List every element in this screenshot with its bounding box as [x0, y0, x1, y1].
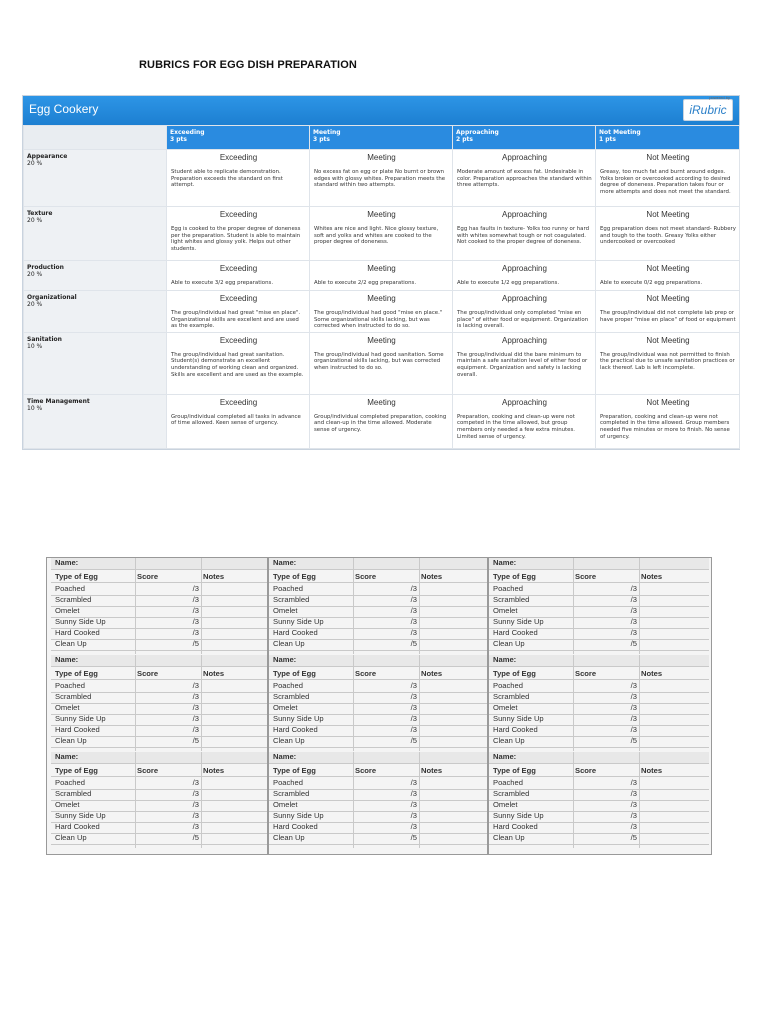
rubric-cell[interactable]: [167, 332, 310, 394]
max-score: /5: [630, 639, 637, 648]
score-row[interactable]: [51, 811, 271, 823]
max-score: /5: [192, 833, 199, 842]
cell-level-label: Meeting: [367, 397, 396, 407]
name-row[interactable]: [51, 558, 271, 570]
max-score: /5: [630, 833, 637, 842]
score-row[interactable]: [489, 822, 709, 834]
score-header-row: Type of Egg Score Notes: [51, 667, 271, 680]
logo-text: iRubric: [689, 103, 727, 117]
egg-type: Omelet: [273, 800, 298, 809]
rubric-cell[interactable]: [310, 332, 453, 394]
egg-type: Omelet: [273, 703, 298, 712]
cell-level-label: Approaching: [502, 397, 547, 407]
score-row[interactable]: [51, 628, 271, 640]
egg-type: Hard Cooked: [273, 628, 318, 637]
egg-type: Omelet: [493, 800, 518, 809]
rubric-cell[interactable]: [453, 150, 596, 207]
rubric-cell[interactable]: [453, 332, 596, 394]
level-header: Approaching 2 pts: [453, 126, 596, 150]
score-header-row: Type of Egg Score Notes: [51, 764, 271, 777]
cell-description: The group/individual did not complete lab prep or have proper "mise en place" of food or equipment: [600, 310, 736, 323]
cell-level-label: Approaching: [502, 264, 547, 273]
cell-description: Egg has faults in texture- Yolks too runny or hard with whites somewhat tough or not coagulated. Not cooked to the proper degree of doneness.: [457, 226, 590, 246]
score-row[interactable]: [51, 725, 271, 737]
score-row[interactable]: [489, 833, 709, 845]
name-label: Name:: [493, 752, 517, 761]
rubric-cell[interactable]: [310, 394, 453, 448]
score-row[interactable]: [269, 833, 489, 845]
max-score: /3: [630, 703, 637, 712]
score-row[interactable]: [269, 584, 489, 596]
egg-type: Clean Up: [55, 833, 87, 842]
score-header-row: Type of Egg Score Notes: [269, 667, 489, 680]
max-score: /3: [192, 703, 199, 712]
criterion-label: Time Management 10 %: [24, 394, 167, 448]
cell-level-label: Not Meeting: [646, 264, 690, 273]
max-score: /5: [410, 736, 417, 745]
logo-caption: powered by: [709, 95, 730, 100]
egg-type: Sunny Side Up: [273, 811, 324, 820]
max-score: /3: [410, 778, 417, 787]
cell-level-label: Exceeding: [219, 264, 258, 273]
name-label: Name:: [55, 558, 79, 567]
document-title: RUBRICS FOR EGG DISH PREPARATION: [139, 59, 357, 71]
max-score: /3: [192, 617, 199, 626]
level-header: Not Meeting 1 pts: [596, 126, 740, 150]
cell-description: Able to execute 1/2 egg preparations.: [457, 280, 560, 286]
egg-type: Hard Cooked: [273, 725, 318, 734]
egg-type: Poached: [55, 778, 85, 787]
name-row[interactable]: [269, 558, 489, 570]
score-row[interactable]: [489, 692, 709, 704]
egg-type: Clean Up: [493, 736, 525, 745]
cell-description: The group/individual only completed "mise en place" of either food or equipment. Organization is lacking overall.: [457, 310, 589, 330]
max-score: /3: [630, 595, 637, 604]
cell-level-label: Exceeding: [219, 397, 258, 407]
egg-type: Sunny Side Up: [493, 811, 544, 820]
rubric-table: [23, 125, 740, 449]
score-row[interactable]: [51, 800, 271, 812]
score-row[interactable]: [269, 811, 489, 823]
score-row[interactable]: [51, 681, 271, 693]
rubric-cell[interactable]: [310, 291, 453, 333]
score-block: [269, 558, 489, 654]
score-row[interactable]: [269, 736, 489, 748]
score-block: [489, 655, 709, 751]
cell-level-label: Not Meeting: [646, 335, 690, 345]
egg-type: Omelet: [55, 703, 80, 712]
cell-level-label: Approaching: [502, 335, 547, 345]
egg-type: Scrambled: [273, 789, 310, 798]
score-row[interactable]: [51, 736, 271, 748]
cell-description: The group/individual had good sanitation. Some organizational skills lacking, but was corrected when instructed to do so.: [314, 351, 444, 371]
egg-type: Omelet: [493, 606, 518, 615]
score-row[interactable]: [489, 595, 709, 607]
rubric-title-bar: [23, 96, 739, 125]
rubric-cell[interactable]: [453, 291, 596, 333]
score-row[interactable]: [489, 681, 709, 693]
criterion-label: Production 20 %: [24, 261, 167, 291]
egg-type: Clean Up: [55, 639, 87, 648]
max-score: /5: [192, 736, 199, 745]
score-row[interactable]: [51, 595, 271, 607]
rubric-cell[interactable]: [596, 332, 740, 394]
criterion-row: [24, 150, 740, 207]
score-row[interactable]: [269, 606, 489, 618]
egg-type: Clean Up: [273, 736, 305, 745]
block-divider: [487, 558, 489, 854]
egg-type: Sunny Side Up: [273, 617, 324, 626]
max-score: /3: [630, 822, 637, 831]
max-score: /3: [410, 714, 417, 723]
score-row[interactable]: [489, 617, 709, 629]
score-row[interactable]: [269, 800, 489, 812]
score-row[interactable]: [489, 639, 709, 651]
max-score: /3: [192, 811, 199, 820]
criterion-label: Organizational 20 %: [24, 291, 167, 333]
max-score: /3: [192, 606, 199, 615]
egg-type: Omelet: [55, 606, 80, 615]
max-score: /3: [192, 800, 199, 809]
cell-level-label: Meeting: [367, 210, 396, 219]
criterion-row: [24, 291, 740, 333]
rubric-cell[interactable]: [596, 207, 740, 261]
cell-description: Able to execute 3/2 egg preparations.: [171, 280, 274, 286]
name-label: Name:: [55, 752, 79, 761]
egg-type: Omelet: [273, 606, 298, 615]
egg-type: Omelet: [493, 703, 518, 712]
max-score: /3: [630, 617, 637, 626]
score-row[interactable]: [269, 617, 489, 629]
score-row[interactable]: [269, 822, 489, 834]
cell-description: Whites are nice and light. Nice glossy texture, soft and yolks and whites are cooked to the proper degree of doneness.: [314, 226, 439, 246]
score-row[interactable]: [51, 714, 271, 726]
max-score: /3: [630, 778, 637, 787]
rubric-cell[interactable]: [310, 261, 453, 291]
rubric-cell[interactable]: [167, 150, 310, 207]
rubric-corner: [24, 126, 167, 150]
egg-type: Poached: [273, 584, 303, 593]
criterion-label: Appearance 20 %: [24, 150, 167, 207]
score-row[interactable]: [51, 778, 271, 790]
cell-description: Moderate amount of excess fat. Undesirable in color. Preparation approaches the standard within three attempts.: [457, 169, 592, 189]
score-header-row: Type of Egg Score Notes: [489, 764, 709, 777]
max-score: /5: [630, 736, 637, 745]
egg-type: Hard Cooked: [55, 628, 100, 637]
max-score: /3: [630, 714, 637, 723]
max-score: /3: [410, 681, 417, 690]
block-divider: [267, 558, 269, 854]
rubric-panel: [22, 95, 740, 450]
cell-level-label: Not Meeting: [646, 210, 690, 219]
rubric-cell[interactable]: [596, 261, 740, 291]
irubric-logo[interactable]: [683, 95, 733, 121]
max-score: /3: [410, 584, 417, 593]
rubric-cell[interactable]: [453, 394, 596, 448]
egg-type: Scrambled: [55, 789, 92, 798]
max-score: /5: [410, 833, 417, 842]
max-score: /3: [410, 617, 417, 626]
cell-level-label: Meeting: [367, 294, 396, 303]
score-row[interactable]: [269, 628, 489, 640]
cell-level-label: Exceeding: [219, 210, 258, 219]
max-score: /3: [192, 822, 199, 831]
max-score: /3: [192, 584, 199, 593]
score-row[interactable]: [51, 617, 271, 629]
cell-description: The group/individual was not permitted to finish the practical due to unsafe sanitation practices or lack thereof. Lab is left incomplete.: [600, 351, 735, 371]
name-row[interactable]: [51, 655, 271, 667]
cell-level-label: Not Meeting: [646, 153, 690, 162]
cell-description: Egg is cooked to the proper degree of doneness per the preparation. Student is able to maintain light whites and glossy yolk. Helps out other students.: [171, 226, 301, 252]
max-score: /3: [630, 584, 637, 593]
max-score: /3: [192, 681, 199, 690]
egg-type: Sunny Side Up: [273, 714, 324, 723]
name-row[interactable]: [51, 752, 271, 764]
rubric-cell[interactable]: [167, 394, 310, 448]
name-row[interactable]: [489, 558, 709, 570]
cell-description: The group/individual did the bare minimum to maintain a safe sanitation level of either food or equipment. Organization and safety is lacking overall.: [457, 351, 588, 378]
rubric-cell[interactable]: [453, 261, 596, 291]
score-block: [51, 558, 271, 654]
max-score: /3: [630, 606, 637, 615]
cell-description: Group/individual completed preparation, cooking and clean-up in the time allowed. Moderate sense of urgency.: [314, 413, 447, 433]
egg-type: Scrambled: [55, 692, 92, 701]
score-row[interactable]: [489, 584, 709, 596]
score-row[interactable]: [489, 800, 709, 812]
rubric-cell[interactable]: [167, 261, 310, 291]
criterion-row: [24, 394, 740, 448]
rubric-cell[interactable]: [596, 291, 740, 333]
score-row[interactable]: [51, 822, 271, 834]
cell-level-label: Exceeding: [219, 294, 258, 303]
score-row[interactable]: [269, 703, 489, 715]
cell-description: The group/individual had good "mise en place." Some organizational skills lacking, but was corrected when instructed to do so.: [314, 310, 443, 330]
egg-type: Sunny Side Up: [55, 617, 106, 626]
max-score: /3: [410, 822, 417, 831]
score-row[interactable]: [269, 595, 489, 607]
criterion-row: [24, 332, 740, 394]
max-score: /3: [630, 692, 637, 701]
max-score: /3: [192, 692, 199, 701]
max-score: /3: [192, 789, 199, 798]
score-row[interactable]: [489, 811, 709, 823]
max-score: /3: [410, 606, 417, 615]
max-score: /3: [630, 628, 637, 637]
score-block: [489, 752, 709, 848]
max-score: /3: [192, 778, 199, 787]
max-score: /3: [630, 800, 637, 809]
max-score: /3: [630, 725, 637, 734]
egg-type: Hard Cooked: [493, 822, 538, 831]
max-score: /3: [192, 725, 199, 734]
name-label: Name:: [493, 558, 517, 567]
egg-type: Scrambled: [273, 692, 310, 701]
score-row[interactable]: [489, 778, 709, 790]
cell-description: The group/individual had great "mise en place". Organizational skills are excellent and are used as the example.: [171, 310, 301, 330]
egg-type: Scrambled: [493, 595, 530, 604]
cell-level-label: Exceeding: [219, 335, 258, 345]
egg-type: Poached: [493, 584, 523, 593]
cell-description: Student able to replicate demonstration. Preparation exceeds the standard on first attempt.: [171, 169, 283, 189]
max-score: /3: [410, 703, 417, 712]
score-block: [489, 558, 709, 654]
egg-type: Hard Cooked: [55, 822, 100, 831]
max-score: /3: [192, 595, 199, 604]
name-label: Name:: [273, 752, 297, 761]
score-row[interactable]: [51, 639, 271, 651]
name-row[interactable]: [489, 752, 709, 764]
rubric-cell[interactable]: [596, 394, 740, 448]
max-score: /3: [630, 811, 637, 820]
score-row[interactable]: [269, 639, 489, 651]
name-row[interactable]: [489, 655, 709, 667]
egg-type: Scrambled: [493, 789, 530, 798]
egg-type: Clean Up: [273, 833, 305, 842]
name-label: Name:: [55, 655, 79, 664]
name-row[interactable]: [269, 752, 489, 764]
egg-type: Sunny Side Up: [55, 714, 106, 723]
cell-level-label: Not Meeting: [646, 397, 690, 407]
score-header-row: Type of Egg Score Notes: [489, 570, 709, 583]
egg-type: Poached: [273, 681, 303, 690]
score-row[interactable]: [51, 703, 271, 715]
egg-type: Poached: [55, 584, 85, 593]
cell-description: The group/individual had great sanitation. Student(s) demonstrate an excellent understanding of working clean and organized. Skills are excellent and are used as the example.: [171, 351, 304, 378]
egg-type: Hard Cooked: [55, 725, 100, 734]
max-score: /3: [630, 681, 637, 690]
egg-type: Scrambled: [493, 692, 530, 701]
cell-description: Group/individual completed all tasks in advance of time allowed. Keen sense of urgency.: [171, 413, 301, 427]
egg-type: Hard Cooked: [493, 725, 538, 734]
score-row[interactable]: [489, 628, 709, 640]
egg-type: Poached: [55, 681, 85, 690]
max-score: /3: [410, 692, 417, 701]
rubric-header-row: [24, 126, 740, 150]
level-header: Meeting 3 pts: [310, 126, 453, 150]
cell-description: Preparation, cooking and clean-up were not competed in the time allowed, but group members only needed a few extra minutes. Limited sense of urgency.: [457, 413, 575, 440]
score-row[interactable]: [269, 692, 489, 704]
cell-description: Egg preparation does not meet standard- Rubbery and tough to the tooth. Greasy Yolks either undercooked or overcooked: [600, 226, 736, 246]
egg-type: Scrambled: [55, 595, 92, 604]
score-row[interactable]: [489, 714, 709, 726]
max-score: /5: [192, 639, 199, 648]
egg-type: Hard Cooked: [273, 822, 318, 831]
rubric-cell[interactable]: [596, 150, 740, 207]
score-row[interactable]: [269, 725, 489, 737]
max-score: /3: [410, 800, 417, 809]
egg-type: Poached: [273, 778, 303, 787]
score-row[interactable]: [269, 681, 489, 693]
cell-description: Greasy, too much fat and burnt around edges. Yolks broken or overcooked according to desired degree of doneness. Preparation takes four or more attempts and does not meet the standard.: [600, 169, 731, 195]
rubric-cell[interactable]: [167, 207, 310, 261]
name-row[interactable]: [269, 655, 489, 667]
max-score: /3: [410, 725, 417, 734]
score-block: [269, 655, 489, 751]
cell-level-label: Approaching: [502, 294, 547, 303]
score-row[interactable]: [489, 606, 709, 618]
score-row[interactable]: [489, 789, 709, 801]
criterion-row: [24, 207, 740, 261]
score-row[interactable]: [269, 789, 489, 801]
score-row[interactable]: [51, 789, 271, 801]
egg-type: Hard Cooked: [493, 628, 538, 637]
cell-level-label: Approaching: [502, 210, 547, 219]
cell-level-label: Exceeding: [219, 153, 258, 162]
score-row[interactable]: [489, 736, 709, 748]
score-header-row: Type of Egg Score Notes: [269, 764, 489, 777]
egg-type: Sunny Side Up: [493, 714, 544, 723]
egg-type: Omelet: [55, 800, 80, 809]
max-score: /3: [410, 628, 417, 637]
egg-score-sheet: [46, 557, 712, 855]
max-score: /3: [630, 789, 637, 798]
max-score: /5: [410, 639, 417, 648]
score-row[interactable]: [51, 584, 271, 596]
rubric-title: Egg Cookery: [29, 102, 99, 116]
score-header-row: Type of Egg Score Notes: [51, 570, 271, 583]
rubric-cell[interactable]: [167, 291, 310, 333]
max-score: /3: [192, 714, 199, 723]
egg-type: Clean Up: [493, 833, 525, 842]
egg-type: Scrambled: [273, 595, 310, 604]
level-header: Exceeding 3 pts: [167, 126, 310, 150]
rubric-cell[interactable]: [310, 150, 453, 207]
score-row[interactable]: [269, 714, 489, 726]
score-row[interactable]: [51, 692, 271, 704]
max-score: /3: [410, 595, 417, 604]
criterion-label: Sanitation 10 %: [24, 332, 167, 394]
score-row[interactable]: [51, 833, 271, 845]
max-score: /3: [410, 789, 417, 798]
cell-description: Preparation, cooking and clean-up were not completed in the time allowed. Group members needed five minutes or more to finish. No sense of urgency.: [600, 413, 730, 440]
name-label: Name:: [273, 558, 297, 567]
max-score: /3: [192, 628, 199, 637]
egg-type: Poached: [493, 778, 523, 787]
criterion-row: [24, 261, 740, 291]
egg-type: Sunny Side Up: [493, 617, 544, 626]
max-score: /3: [410, 811, 417, 820]
egg-type: Poached: [493, 681, 523, 690]
score-block: [269, 752, 489, 848]
cell-level-label: Meeting: [367, 153, 396, 162]
score-row[interactable]: [51, 606, 271, 618]
rubric-cell[interactable]: [310, 207, 453, 261]
score-block: [51, 752, 271, 848]
score-block: [51, 655, 271, 751]
score-header-row: Type of Egg Score Notes: [269, 570, 489, 583]
egg-type: Clean Up: [493, 639, 525, 648]
score-row[interactable]: [489, 725, 709, 737]
score-row[interactable]: [269, 778, 489, 790]
cell-level-label: Not Meeting: [646, 294, 690, 303]
cell-level-label: Meeting: [367, 335, 396, 345]
cell-description: Able to execute 2/2 egg preparations.: [314, 280, 417, 286]
egg-type: Clean Up: [273, 639, 305, 648]
cell-description: Able to execute 0/2 egg preparations.: [600, 280, 703, 286]
rubric-cell[interactable]: [453, 207, 596, 261]
cell-description: No excess fat on egg or plate No burnt or brown edges with glossy whites. Preparation meets the standard within two attempts.: [314, 169, 446, 189]
egg-type: Sunny Side Up: [55, 811, 106, 820]
score-header-row: Type of Egg Score Notes: [489, 667, 709, 680]
name-label: Name:: [273, 655, 297, 664]
cell-level-label: Meeting: [367, 264, 396, 273]
criterion-label: Texture 20 %: [24, 207, 167, 261]
egg-type: Clean Up: [55, 736, 87, 745]
cell-level-label: Approaching: [502, 153, 547, 162]
score-row[interactable]: [489, 703, 709, 715]
name-label: Name:: [493, 655, 517, 664]
